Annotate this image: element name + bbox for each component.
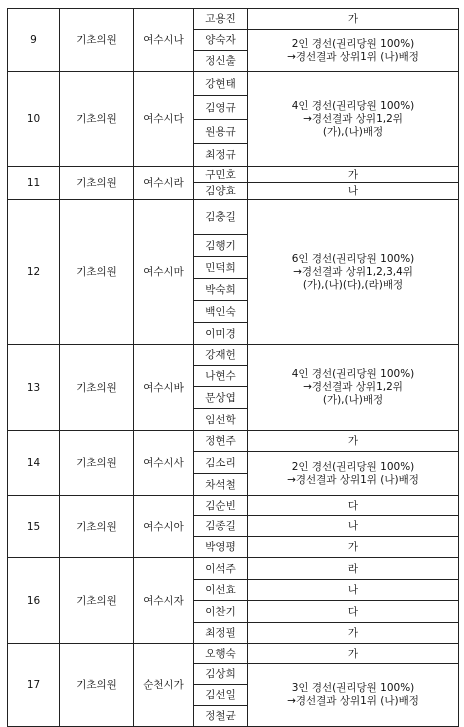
district-cell: 여수시바 bbox=[134, 345, 194, 431]
candidate-name-cell: 백인숙 bbox=[194, 301, 248, 323]
council-type-cell: 기초의원 bbox=[60, 558, 134, 644]
district-cell: 여수시나 bbox=[134, 9, 194, 72]
district-cell: 여수시사 bbox=[134, 431, 194, 496]
council-type-cell: 기초의원 bbox=[60, 9, 134, 72]
table-row bbox=[8, 644, 459, 664]
candidate-name-cell: 이선효 bbox=[194, 580, 248, 601]
council-type-cell: 기초의원 bbox=[60, 431, 134, 496]
council-type-cell: 기초의원 bbox=[60, 644, 134, 727]
council-type-cell: 기초의원 bbox=[60, 345, 134, 431]
assignment-result-cell: 다 bbox=[248, 601, 459, 623]
candidate-name-cell: 박숙희 bbox=[194, 279, 248, 301]
assignment-result-cell: 2인 경선(권리당원 100%) →경선결과 상위1위 (나)배정 bbox=[248, 30, 459, 72]
candidate-name-cell: 이석주 bbox=[194, 558, 248, 580]
table-row bbox=[8, 496, 459, 516]
table-row bbox=[8, 431, 459, 452]
candidate-name-cell: 최정필 bbox=[194, 623, 248, 644]
assignment-result-cell: 라 bbox=[248, 558, 459, 580]
assignment-result-cell: 가 bbox=[248, 537, 459, 558]
assignment-result-cell: 다 bbox=[248, 496, 459, 516]
candidate-name-cell: 김종길 bbox=[194, 516, 248, 537]
council-type-cell: 기초의원 bbox=[60, 496, 134, 558]
district-cell: 순천시가 bbox=[134, 644, 194, 727]
assignment-result-cell: 2인 경선(권리당원 100%) →경선결과 상위1위 (나)배정 bbox=[248, 452, 459, 496]
candidate-name-cell: 오행숙 bbox=[194, 644, 248, 664]
candidate-name-cell: 강재헌 bbox=[194, 345, 248, 366]
assignment-result-cell: 나 bbox=[248, 516, 459, 537]
candidate-name-cell: 김영규 bbox=[194, 96, 248, 120]
row-number-cell: 9 bbox=[8, 9, 60, 72]
council-type-cell: 기초의원 bbox=[60, 72, 134, 167]
candidate-name-cell: 차석철 bbox=[194, 474, 248, 496]
candidate-name-cell: 정신출 bbox=[194, 51, 248, 72]
candidate-name-cell: 양숙자 bbox=[194, 30, 248, 51]
candidate-name-cell: 고용진 bbox=[194, 9, 248, 30]
candidate-name-cell: 원용규 bbox=[194, 120, 248, 144]
table-row bbox=[8, 9, 459, 30]
assignment-result-cell: 6인 경선(권리당원 100%) →경선결과 상위1,2,3,4위 (가),(나)(다),(라)배정 bbox=[248, 200, 459, 345]
assignment-result-cell: 3인 경선(권리당원 100%) →경선결과 상위1위 (나)배정 bbox=[248, 664, 459, 727]
assignment-result-cell: 4인 경선(권리당원 100%) →경선결과 상위1,2위 (가),(나)배정 bbox=[248, 345, 459, 431]
row-number-cell: 10 bbox=[8, 72, 60, 167]
candidate-name-cell: 구민호 bbox=[194, 167, 248, 183]
candidate-name-cell: 박영평 bbox=[194, 537, 248, 558]
candidate-name-cell: 민덕희 bbox=[194, 257, 248, 279]
assignment-result-cell: 나 bbox=[248, 183, 459, 200]
district-cell: 여수시다 bbox=[134, 72, 194, 167]
candidate-name-cell: 최정규 bbox=[194, 144, 248, 167]
row-number-cell: 16 bbox=[8, 558, 60, 644]
table-row bbox=[8, 200, 459, 235]
candidate-name-cell: 김선일 bbox=[194, 685, 248, 706]
candidate-name-cell: 이찬기 bbox=[194, 601, 248, 623]
table-row bbox=[8, 72, 459, 96]
candidate-name-cell: 강현태 bbox=[194, 72, 248, 96]
assignment-result-cell: 나 bbox=[248, 580, 459, 601]
candidate-name-cell: 김양효 bbox=[194, 183, 248, 200]
candidate-name-cell: 문상엽 bbox=[194, 387, 248, 409]
council-type-cell: 기초의원 bbox=[60, 167, 134, 200]
assignment-result-cell: 가 bbox=[248, 623, 459, 644]
candidate-table-body bbox=[8, 9, 459, 727]
district-cell: 여수시아 bbox=[134, 496, 194, 558]
district-cell: 여수시라 bbox=[134, 167, 194, 200]
assignment-result-cell: 가 bbox=[248, 644, 459, 664]
candidate-name-cell: 김순빈 bbox=[194, 496, 248, 516]
candidate-name-cell: 임선학 bbox=[194, 409, 248, 431]
assignment-result-cell: 가 bbox=[248, 431, 459, 452]
row-number-cell: 12 bbox=[8, 200, 60, 345]
council-type-cell: 기초의원 bbox=[60, 200, 134, 345]
district-cell: 여수시자 bbox=[134, 558, 194, 644]
row-number-cell: 13 bbox=[8, 345, 60, 431]
table-row bbox=[8, 345, 459, 366]
candidate-name-cell: 김행기 bbox=[194, 235, 248, 257]
candidate-name-cell: 이미경 bbox=[194, 323, 248, 345]
table-row bbox=[8, 558, 459, 580]
candidate-name-cell: 김상희 bbox=[194, 664, 248, 685]
assignment-result-cell: 가 bbox=[248, 167, 459, 183]
candidate-name-cell: 나현수 bbox=[194, 366, 248, 387]
candidate-name-cell: 정현주 bbox=[194, 431, 248, 452]
row-number-cell: 11 bbox=[8, 167, 60, 200]
row-number-cell: 17 bbox=[8, 644, 60, 727]
candidate-name-cell: 김충길 bbox=[194, 200, 248, 235]
district-cell: 여수시마 bbox=[134, 200, 194, 345]
row-number-cell: 14 bbox=[8, 431, 60, 496]
assignment-result-cell: 4인 경선(권리당원 100%) →경선결과 상위1,2위 (가),(나)배정 bbox=[248, 72, 459, 167]
table-row bbox=[8, 167, 459, 183]
candidate-table bbox=[7, 8, 459, 727]
row-number-cell: 15 bbox=[8, 496, 60, 558]
candidate-name-cell: 정철균 bbox=[194, 706, 248, 727]
assignment-result-cell: 가 bbox=[248, 9, 459, 30]
candidate-name-cell: 김소리 bbox=[194, 452, 248, 474]
